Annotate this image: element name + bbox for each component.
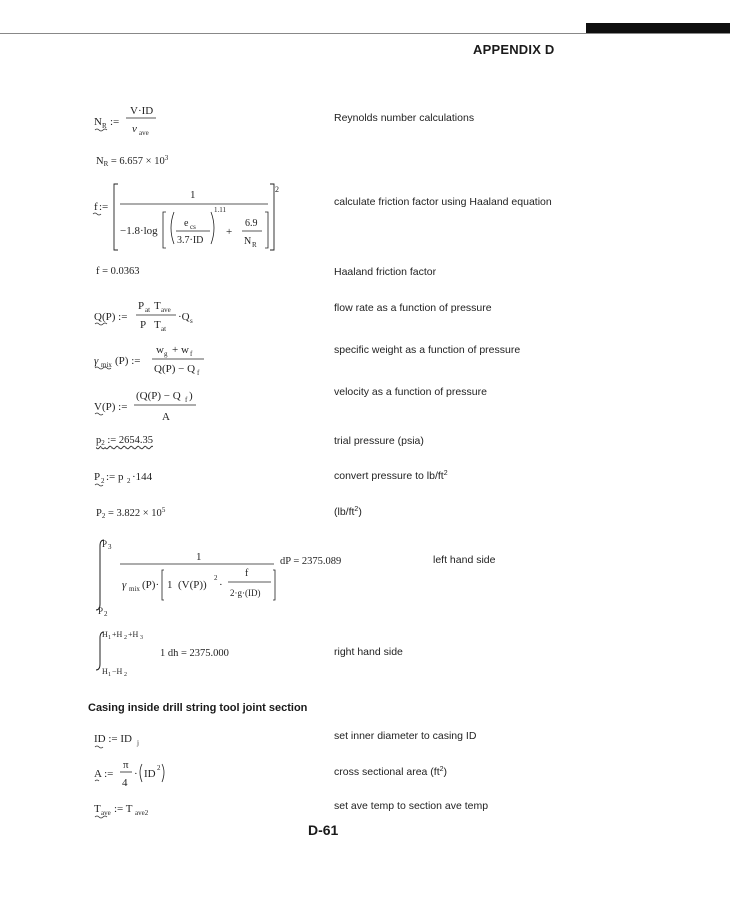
- comment-haaland: Haaland friction factor: [334, 266, 437, 278]
- svg-text:−H: −H: [112, 667, 123, 676]
- nr-result: $N_R = 6.657 \times 10^3$: [96, 154, 169, 168]
- svg-text::=: :=: [110, 116, 120, 128]
- svg-text:e: e: [184, 218, 189, 229]
- rhs-value: 1 dh = 2375.000: [160, 648, 229, 659]
- velocity-equation: [90, 384, 220, 428]
- svg-text:+H: +H: [112, 630, 123, 639]
- svg-text:6.9: 6.9: [245, 218, 258, 229]
- svg-text:3.7·ID: 3.7·ID: [177, 235, 204, 246]
- svg-text:ave: ave: [139, 129, 149, 137]
- svg-text:(Q(P) − Q: (Q(P) − Q: [136, 390, 181, 402]
- svg-text:1: 1: [190, 189, 196, 201]
- svg-text:2: 2: [157, 764, 161, 772]
- svg-text:·Q: ·Q: [178, 311, 190, 323]
- comment-flow-rate: flow rate as a function of pressure: [334, 302, 492, 314]
- svg-text:2: 2: [127, 477, 131, 485]
- svg-text:P: P: [98, 606, 104, 616]
- svg-text:j: j: [137, 739, 139, 747]
- svg-text:R: R: [252, 241, 257, 249]
- comment-lhs: left hand side: [433, 554, 496, 566]
- svg-text:+: +: [226, 226, 233, 238]
- svg-text:ν: ν: [132, 123, 137, 135]
- svg-text:P: P: [94, 471, 101, 483]
- svg-text:P: P: [102, 539, 108, 549]
- section-heading: Casing inside drill string tool joint section: [88, 702, 308, 714]
- haaland-equation: [90, 182, 290, 254]
- svg-text::= p: := p: [106, 471, 124, 483]
- svg-text:N: N: [244, 236, 252, 247]
- svg-text:1.11: 1.11: [214, 206, 226, 214]
- svg-text:T: T: [154, 300, 161, 312]
- svg-text:): ): [189, 390, 193, 402]
- svg-text:at: at: [161, 325, 167, 333]
- comment-set-ave-temp: set ave temp to section ave temp: [334, 800, 489, 812]
- id-assign-equation: [90, 728, 180, 750]
- svg-text:2·g·(ID): 2·g·(ID): [230, 588, 261, 598]
- svg-text:P: P: [138, 300, 145, 312]
- header-rule: [0, 33, 730, 34]
- svg-text:1: 1: [108, 635, 111, 641]
- svg-text:f: f: [197, 369, 200, 377]
- svg-text:1: 1: [196, 551, 202, 563]
- svg-text:w: w: [156, 344, 164, 356]
- svg-text:mix: mix: [129, 585, 140, 593]
- svg-text:1: 1: [108, 672, 111, 676]
- svg-text:γ: γ: [122, 579, 127, 591]
- svg-text:V·ID: V·ID: [130, 105, 154, 117]
- comment-trial-pressure: trial pressure (psia): [334, 435, 424, 447]
- svg-text:4: 4: [122, 777, 128, 789]
- svg-text:ave: ave: [101, 809, 111, 817]
- svg-text:A :=: A :=: [94, 768, 114, 780]
- flow-rate-equation: [90, 296, 220, 336]
- svg-text:A: A: [162, 411, 170, 423]
- p2-trial: $p_2$ := 2654.35: [96, 435, 153, 447]
- comment-cross-sectional-area: cross sectional area $(ft^2)$: [334, 766, 448, 778]
- reynolds-equation: [90, 100, 210, 142]
- comment-convert-pressure: convert pressure to $lb/ft^2$: [334, 470, 448, 482]
- svg-text:2: 2: [214, 574, 218, 582]
- svg-text:P: P: [140, 319, 147, 331]
- svg-text:·: ·: [134, 768, 138, 780]
- svg-text:2: 2: [124, 635, 127, 641]
- comment-rhs: right hand side: [334, 646, 403, 658]
- svg-text:T: T: [94, 803, 101, 815]
- svg-text:ave2: ave2: [135, 809, 149, 817]
- svg-text:3: 3: [140, 635, 143, 641]
- f-result: f = 0.0363: [96, 266, 140, 277]
- svg-text:·144: ·144: [132, 471, 153, 483]
- comment-specific-weight: specific weight as a function of pressure: [334, 344, 521, 356]
- svg-text:(P)·: (P)·: [142, 579, 160, 591]
- svg-text:T: T: [154, 319, 161, 331]
- svg-text:ave: ave: [161, 306, 171, 314]
- svg-text::= T: := T: [114, 803, 133, 815]
- lhs-value: dP = 2375.089: [280, 556, 342, 567]
- appendix-title: APPENDIX D: [473, 42, 555, 57]
- svg-text:mix: mix: [101, 361, 112, 369]
- svg-text:s: s: [190, 317, 193, 325]
- svg-text:γ: γ: [94, 355, 99, 367]
- svg-text:+ w: + w: [172, 344, 189, 356]
- area-equation: [90, 756, 190, 792]
- pressure-convert-equation: [90, 466, 180, 488]
- comment-reynolds: Reynolds number calculations: [334, 112, 475, 124]
- svg-text:f: f: [245, 568, 249, 579]
- svg-text:ID: ID: [144, 768, 156, 780]
- svg-text:+H: +H: [128, 630, 139, 639]
- svg-text:−1.8·log: −1.8·log: [120, 225, 158, 237]
- svg-text:3: 3: [108, 543, 112, 551]
- svg-text:(P) :=: (P) :=: [115, 355, 141, 367]
- svg-text:H: H: [102, 667, 108, 676]
- p2-result: $P_2 = 3.822 \times 10^5$: [96, 506, 166, 520]
- svg-text:f: f: [94, 201, 98, 213]
- svg-text:g: g: [164, 350, 168, 358]
- comment-velocity: velocity as a function of pressure: [334, 386, 487, 398]
- svg-text:π: π: [123, 759, 129, 771]
- svg-text:1: 1: [167, 579, 173, 591]
- lhs-integral: [90, 536, 290, 616]
- svg-text:R: R: [102, 122, 107, 130]
- svg-text:H: H: [102, 630, 108, 639]
- svg-text:(V(P)): (V(P)): [178, 579, 207, 591]
- svg-text:at: at: [145, 306, 151, 314]
- svg-text:f: f: [190, 350, 193, 358]
- comment-lbft2: $(lb/ft^2)$: [334, 506, 362, 518]
- svg-text:cs: cs: [190, 223, 196, 231]
- svg-text:V(P) :=: V(P) :=: [94, 401, 128, 413]
- svg-text::=: :=: [99, 201, 109, 213]
- svg-text:·: ·: [219, 579, 223, 591]
- svg-text:Q(P) :=: Q(P) :=: [94, 311, 128, 323]
- specific-weight-equation: [90, 340, 220, 380]
- svg-text:f: f: [185, 396, 188, 404]
- svg-text:ID := ID: ID := ID: [94, 733, 132, 745]
- svg-text:2: 2: [101, 477, 105, 485]
- page-number: D-61: [308, 822, 339, 838]
- svg-text:2: 2: [124, 672, 127, 676]
- svg-text:2: 2: [104, 610, 108, 616]
- svg-text:N: N: [94, 116, 102, 128]
- svg-text:Q(P) − Q: Q(P) − Q: [154, 363, 196, 375]
- comment-friction-calc: calculate friction factor using Haaland equation: [334, 196, 552, 208]
- comment-set-inner-diameter: set inner diameter to casing ID: [334, 730, 477, 742]
- tave-assign-equation: [90, 798, 180, 820]
- svg-text:2: 2: [275, 185, 279, 194]
